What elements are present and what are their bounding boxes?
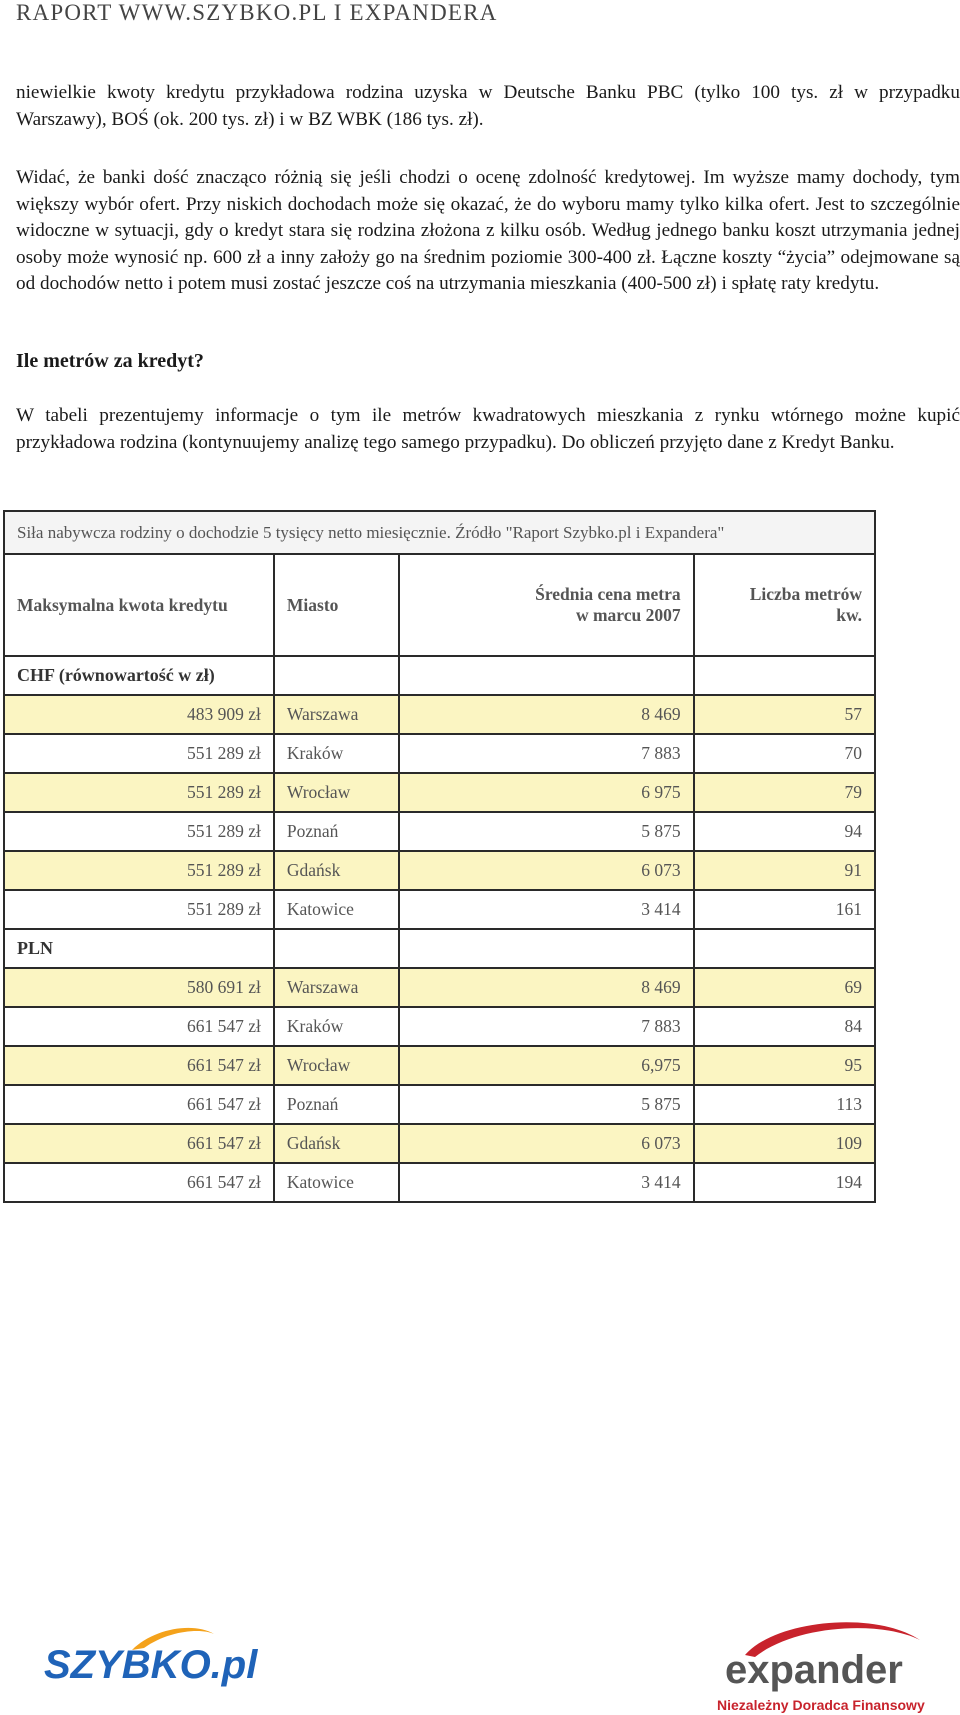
report-header: RAPORT WWW.SZYBKO.PL I EXPANDERA	[16, 0, 498, 25]
cell-city: Katowice	[274, 1163, 399, 1202]
cell-price: 5 875	[399, 812, 694, 851]
cell-meters: 70	[694, 734, 875, 773]
table-row	[4, 1163, 875, 1202]
expander-logo-text: expander	[725, 1648, 903, 1692]
cell-meters: 109	[694, 1124, 875, 1163]
cell-price: 6,975	[399, 1046, 694, 1085]
cell-meters: 79	[694, 773, 875, 812]
section-pln-label: PLN	[4, 929, 274, 968]
table-row	[4, 695, 875, 734]
cell-city: Poznań	[274, 1085, 399, 1124]
section-chf-label: CHF (równowartość w zł)	[4, 656, 274, 695]
cell-amount: 551 289 zł	[4, 812, 274, 851]
cell-amount: 483 909 zł	[4, 695, 274, 734]
table-row	[4, 1085, 875, 1124]
cell-city: Katowice	[274, 890, 399, 929]
table-header-row	[4, 554, 875, 656]
cell-price: 6 073	[399, 1124, 694, 1163]
cell-meters: 95	[694, 1046, 875, 1085]
expander-logo	[715, 1615, 940, 1715]
expander-tagline: Niezależny Doradca Finansowy	[717, 1697, 925, 1713]
table-caption: Siła nabywcza rodziny o dochodzie 5 tysięcy netto miesięcznie. Źródło "Raport Szybko.pl i Expandera"	[4, 511, 875, 554]
cell-city: Gdańsk	[274, 851, 399, 890]
cell-meters: 84	[694, 1007, 875, 1046]
table-row	[4, 890, 875, 929]
table-row	[4, 773, 875, 812]
cell-amount: 661 547 zł	[4, 1163, 274, 1202]
cell-price: 3 414	[399, 890, 694, 929]
cell-price: 3 414	[399, 1163, 694, 1202]
cell-meters: 91	[694, 851, 875, 890]
cell-price: 6 975	[399, 773, 694, 812]
cell-meters: 161	[694, 890, 875, 929]
cell-price: 8 469	[399, 695, 694, 734]
cell-amount: 661 547 zł	[4, 1007, 274, 1046]
cell-meters: 57	[694, 695, 875, 734]
szybko-logo	[44, 1620, 259, 1690]
paragraph-2: Widać, że banki dość znacząco różnią się jeśli chodzi o ocenę zdolność kredytowej. Im wyższe mamy dochody, tym większy wybór ofert. Przy niskich dochodach może się okazać, że do wyboru mamy tylko kilka ofert. Jest to szczególnie widoczne w sytuacji, gdy o kredyt stara się rodzina złożona z kilku osób. Według jednego banku koszt utrzymania jednej osoby może wynosić np. 600 zł a inny założy go na średnim poziomie 300-400 zł. Łączne koszty “życia” odejmowane są od dochodów netto i potem musi zostać jeszcze coś na utrzymania mieszkania (400-500 zł) i spłatę raty kredytu.	[16, 167, 960, 294]
table-row	[4, 734, 875, 773]
table-row	[4, 851, 875, 890]
table-row	[4, 1007, 875, 1046]
cell-price: 6 073	[399, 851, 694, 890]
table-row	[4, 1046, 875, 1085]
cell-meters: 194	[694, 1163, 875, 1202]
cell-city: Poznań	[274, 812, 399, 851]
cell-amount: 551 289 zł	[4, 773, 274, 812]
cell-city: Wrocław	[274, 773, 399, 812]
cell-meters: 94	[694, 812, 875, 851]
cell-price: 7 883	[399, 734, 694, 773]
table-row	[4, 812, 875, 851]
cell-amount: 661 547 zł	[4, 1124, 274, 1163]
cell-price: 8 469	[399, 968, 694, 1007]
header-city: Miasto	[274, 554, 399, 656]
szybko-logo-text: SZYBKO.pl	[44, 1643, 258, 1687]
header-avg-price: Średnia cena metra w marcu 2007	[399, 554, 694, 656]
table-row	[4, 1124, 875, 1163]
cell-price: 5 875	[399, 1085, 694, 1124]
paragraph-3: W tabeli prezentujemy informacje o tym ile metrów kwadratowych mieszkania z rynku wtórnego możne kupić przykładowa rodzina (kontynuujemy analizę tego samego przypadku). Do obliczeń przyjęto dane z Kredyt Banku.	[16, 405, 960, 453]
table-caption-row	[4, 511, 875, 554]
cell-city: Warszawa	[274, 695, 399, 734]
body-text	[16, 80, 960, 298]
cell-city: Kraków	[274, 1007, 399, 1046]
cell-city: Kraków	[274, 734, 399, 773]
cell-meters: 69	[694, 968, 875, 1007]
cell-city: Wrocław	[274, 1046, 399, 1085]
paragraph-1: niewielkie kwoty kredytu przykładowa rodzina uzyska w Deutsche Banku PBC (tylko 100 tys. zł w przypadku Warszawy), BOŚ (ok. 200 tys. zł) i w BZ WBK (186 tys. zł).	[16, 82, 960, 130]
cell-amount: 580 691 zł	[4, 968, 274, 1007]
header-max-amount: Maksymalna kwota kredytu	[4, 554, 274, 656]
cell-amount: 551 289 zł	[4, 734, 274, 773]
cell-price: 7 883	[399, 1007, 694, 1046]
header-meters: Liczba metrów kw.	[694, 554, 875, 656]
cell-amount: 551 289 zł	[4, 890, 274, 929]
section-pln-row	[4, 929, 875, 968]
cell-amount: 551 289 zł	[4, 851, 274, 890]
cell-city: Warszawa	[274, 968, 399, 1007]
table-row	[4, 968, 875, 1007]
cell-amount: 661 547 zł	[4, 1046, 274, 1085]
section-chf-row	[4, 656, 875, 695]
cell-city: Gdańsk	[274, 1124, 399, 1163]
cell-amount: 661 547 zł	[4, 1085, 274, 1124]
cell-meters: 113	[694, 1085, 875, 1124]
purchasing-power-table	[3, 510, 876, 1203]
paragraph-3-wrap	[16, 403, 960, 456]
section-heading: Ile metrów za kredyt?	[16, 350, 204, 372]
